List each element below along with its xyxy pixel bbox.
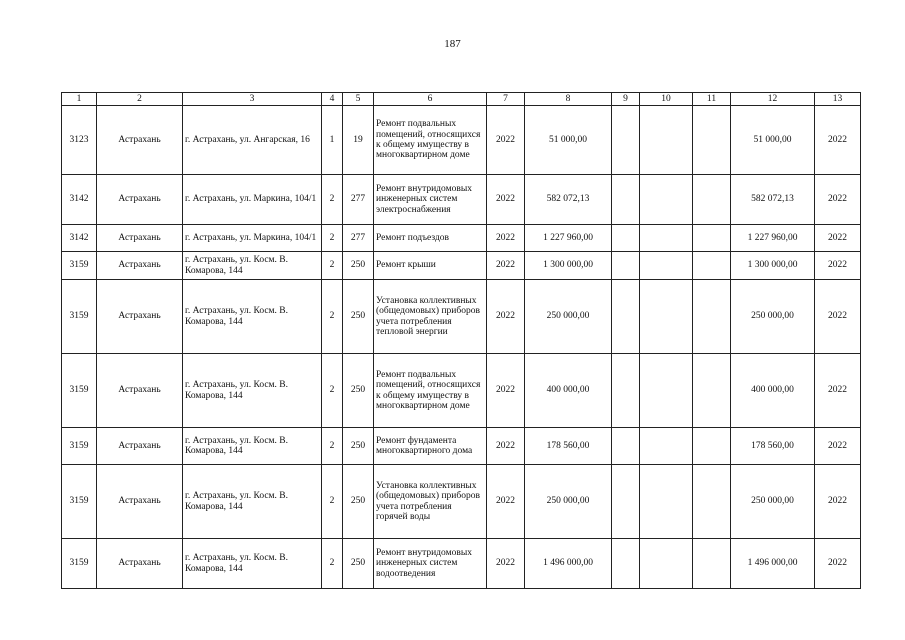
cell-total: 250 000,00 (731, 280, 815, 354)
cell-col10 (640, 106, 693, 175)
cell-col10 (640, 465, 693, 539)
column-header: 1 (62, 93, 97, 106)
cell-col10 (640, 280, 693, 354)
cell-number: 3159 (62, 354, 97, 428)
cell-col9 (612, 175, 640, 225)
cell-year: 2022 (487, 175, 525, 225)
cell-col4: 2 (322, 465, 343, 539)
cell-number: 3159 (62, 539, 97, 589)
cell-total: 51 000,00 (731, 106, 815, 175)
cell-number: 3159 (62, 252, 97, 280)
cell-city: Астрахань (97, 252, 183, 280)
cell-city: Астрахань (97, 354, 183, 428)
cell-col4: 2 (322, 175, 343, 225)
cell-year: 2022 (487, 354, 525, 428)
column-header: 8 (525, 93, 612, 106)
cell-cost: 250 000,00 (525, 465, 612, 539)
cell-city: Астрахань (97, 225, 183, 252)
cell-col9 (612, 225, 640, 252)
cell-col10 (640, 252, 693, 280)
cell-cost: 1 227 960,00 (525, 225, 612, 252)
cell-year: 2022 (487, 106, 525, 175)
table-row (62, 354, 861, 428)
cell-city: Астрахань (97, 465, 183, 539)
cell-col5: 250 (343, 465, 374, 539)
cell-col4: 1 (322, 106, 343, 175)
cell-cost: 178 560,00 (525, 428, 612, 465)
cell-col11 (693, 539, 731, 589)
column-header: 10 (640, 93, 693, 106)
cell-cost: 51 000,00 (525, 106, 612, 175)
cell-col9 (612, 428, 640, 465)
table-row (62, 252, 861, 280)
cell-city: Астрахань (97, 428, 183, 465)
cell-cost: 400 000,00 (525, 354, 612, 428)
cell-address: г. Астрахань, ул. Косм. В. Комарова, 144 (183, 428, 322, 465)
cell-total: 178 560,00 (731, 428, 815, 465)
cell-col5: 250 (343, 280, 374, 354)
cell-col11 (693, 465, 731, 539)
cell-total: 582 072,13 (731, 175, 815, 225)
cell-cost: 1 300 000,00 (525, 252, 612, 280)
column-header: 4 (322, 93, 343, 106)
cell-number: 3142 (62, 225, 97, 252)
table-row (62, 465, 861, 539)
cell-address: г. Астрахань, ул. Косм. В. Комарова, 144 (183, 539, 322, 589)
cell-work-type: Ремонт внутридомовых инженерных систем электроснабжения (374, 175, 487, 225)
cell-total: 400 000,00 (731, 354, 815, 428)
table-row (62, 106, 861, 175)
cell-year: 2022 (487, 539, 525, 589)
cell-work-type: Ремонт подъездов (374, 225, 487, 252)
column-header: 11 (693, 93, 731, 106)
column-number-row (62, 93, 861, 106)
cell-col9 (612, 106, 640, 175)
cell-cost: 1 496 000,00 (525, 539, 612, 589)
cell-col10 (640, 225, 693, 252)
cell-year: 2022 (487, 428, 525, 465)
column-header: 5 (343, 93, 374, 106)
cell-col4: 2 (322, 354, 343, 428)
cell-number: 3123 (62, 106, 97, 175)
column-header: 3 (183, 93, 322, 106)
cell-total: 1 496 000,00 (731, 539, 815, 589)
cell-completion-year: 2022 (815, 280, 861, 354)
cell-city: Астрахань (97, 106, 183, 175)
cell-col11 (693, 106, 731, 175)
cell-completion-year: 2022 (815, 465, 861, 539)
cell-col10 (640, 428, 693, 465)
cell-work-type: Ремонт подвальных помещений, относящихся к общему имуществу в многоквартирном доме (374, 354, 487, 428)
cell-completion-year: 2022 (815, 175, 861, 225)
cell-number: 3159 (62, 280, 97, 354)
cell-col10 (640, 539, 693, 589)
cell-completion-year: 2022 (815, 354, 861, 428)
cell-year: 2022 (487, 225, 525, 252)
column-header: 7 (487, 93, 525, 106)
column-header: 6 (374, 93, 487, 106)
cell-completion-year: 2022 (815, 252, 861, 280)
table-row (62, 539, 861, 589)
cell-col4: 2 (322, 428, 343, 465)
cell-total: 250 000,00 (731, 465, 815, 539)
cell-col11 (693, 354, 731, 428)
cell-col5: 250 (343, 539, 374, 589)
cell-col4: 2 (322, 225, 343, 252)
cell-col11 (693, 280, 731, 354)
cell-col5: 277 (343, 175, 374, 225)
cell-completion-year: 2022 (815, 428, 861, 465)
table-row (62, 175, 861, 225)
cell-col4: 2 (322, 252, 343, 280)
cell-address: г. Астрахань, ул. Косм. В. Комарова, 144 (183, 252, 322, 280)
cell-year: 2022 (487, 280, 525, 354)
cell-address: г. Астрахань, ул. Косм. В. Комарова, 144 (183, 280, 322, 354)
cell-address: г. Астрахань, ул. Ангарская, 16 (183, 106, 322, 175)
cell-col5: 277 (343, 225, 374, 252)
cell-address: г. Астрахань, ул. Маркина, 104/1 (183, 225, 322, 252)
cell-cost: 582 072,13 (525, 175, 612, 225)
cell-col10 (640, 175, 693, 225)
cell-work-type: Ремонт внутридомовых инженерных систем водоотведения (374, 539, 487, 589)
table-row (62, 225, 861, 252)
cell-total: 1 227 960,00 (731, 225, 815, 252)
cell-completion-year: 2022 (815, 106, 861, 175)
cell-col9 (612, 354, 640, 428)
cell-col5: 250 (343, 252, 374, 280)
column-header: 13 (815, 93, 861, 106)
cell-address: г. Астрахань, ул. Маркина, 104/1 (183, 175, 322, 225)
cell-year: 2022 (487, 252, 525, 280)
cell-year: 2022 (487, 465, 525, 539)
cell-col9 (612, 252, 640, 280)
cell-number: 3159 (62, 428, 97, 465)
cell-work-type: Ремонт фундамента многоквартирного дома (374, 428, 487, 465)
cell-col11 (693, 175, 731, 225)
cell-col9 (612, 280, 640, 354)
cell-col11 (693, 252, 731, 280)
cell-cost: 250 000,00 (525, 280, 612, 354)
cell-city: Астрахань (97, 175, 183, 225)
cell-col5: 250 (343, 354, 374, 428)
cell-work-type: Установка коллективных (общедомовых) приборов учета потребления тепловой энергии (374, 280, 487, 354)
table-row (62, 428, 861, 465)
page-number: 187 (444, 38, 461, 50)
cell-number: 3142 (62, 175, 97, 225)
column-header: 2 (97, 93, 183, 106)
cell-col9 (612, 539, 640, 589)
cell-completion-year: 2022 (815, 539, 861, 589)
cell-col11 (693, 225, 731, 252)
cell-total: 1 300 000,00 (731, 252, 815, 280)
cell-col10 (640, 354, 693, 428)
column-header: 12 (731, 93, 815, 106)
cell-work-type: Ремонт крыши (374, 252, 487, 280)
cell-col4: 2 (322, 539, 343, 589)
cell-col11 (693, 428, 731, 465)
cell-address: г. Астрахань, ул. Косм. В. Комарова, 144 (183, 354, 322, 428)
cell-address: г. Астрахань, ул. Косм. В. Комарова, 144 (183, 465, 322, 539)
cell-col4: 2 (322, 280, 343, 354)
cell-work-type: Установка коллективных (общедомовых) приборов учета потребления горячей воды (374, 465, 487, 539)
cell-col5: 19 (343, 106, 374, 175)
cell-col9 (612, 465, 640, 539)
cell-completion-year: 2022 (815, 225, 861, 252)
capital-repair-table (61, 92, 861, 589)
cell-number: 3159 (62, 465, 97, 539)
cell-work-type: Ремонт подвальных помещений, относящихся к общему имуществу в многоквартирном доме (374, 106, 487, 175)
column-header: 9 (612, 93, 640, 106)
table-row (62, 280, 861, 354)
cell-city: Астрахань (97, 539, 183, 589)
cell-col5: 250 (343, 428, 374, 465)
cell-city: Астрахань (97, 280, 183, 354)
